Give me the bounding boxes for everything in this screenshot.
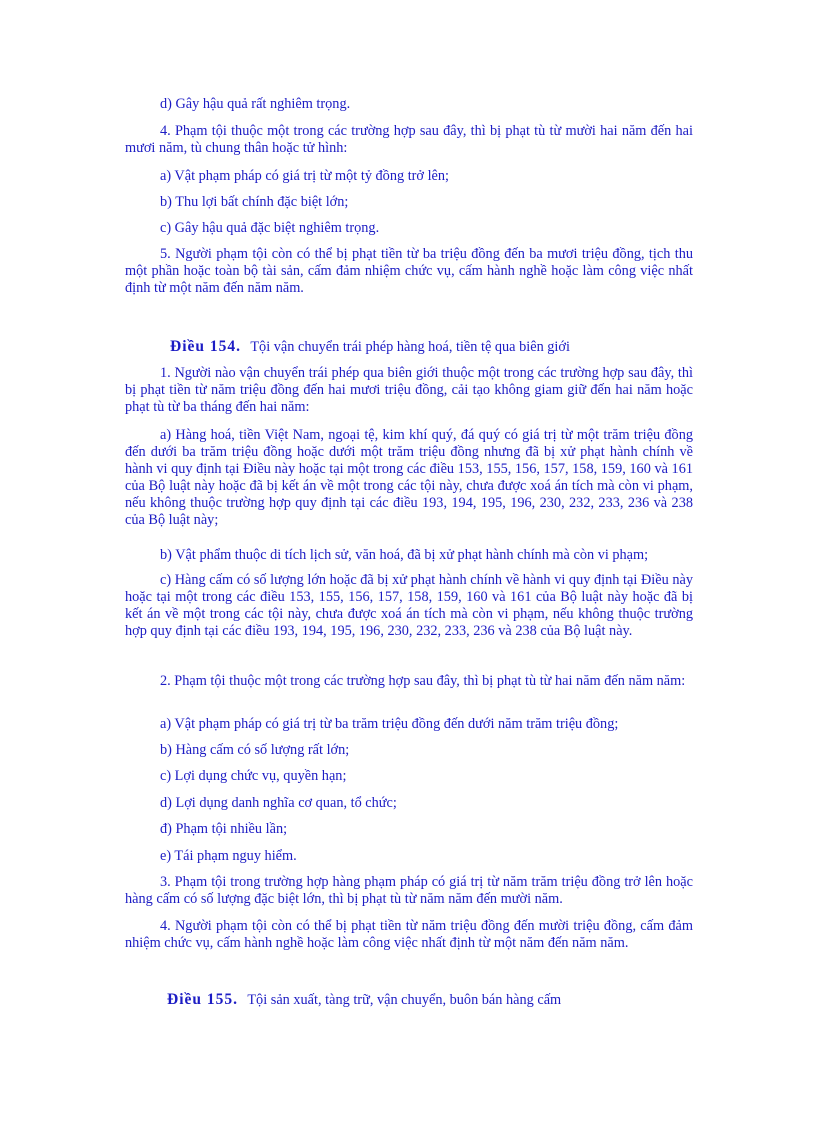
article-154-paragraph-2b: b) Hàng cấm có số lượng rất lớn; [160,742,350,758]
paragraph-top-4b: b) Thu lợi bất chính đặc biệt lớn; [160,194,349,210]
paragraph-top-4c: c) Gây hậu quả đặc biệt nghiêm trọng. [160,220,380,236]
article-154-number: Điều 154. [170,338,241,355]
article-154-paragraph-2: 2. Phạm tội thuộc một trong các trường hợp sau đây, thì bị phạt tù từ hai năm đến năm năm: [160,673,686,689]
article-154-paragraph-2d: d) Lợi dụng danh nghĩa cơ quan, tổ chức; [160,795,397,811]
article-154-heading [170,338,570,356]
article-154-paragraph-3: 3. Phạm tội trong trường hợp hàng phạm pháp có giá trị từ năm trăm triệu đồng trở lên hoặc hàng cấm có số lượng đặc biệt lớn, thì bị phạt tù từ năm năm đến mười năm. [125,874,693,907]
article-154-paragraph-4: 4. Người phạm tội còn có thể bị phạt tiền từ năm triệu đồng đến mười triệu đồng, cấm đảm nhiệm chức vụ, cấm hành nghề hoặc làm công việc nhất định từ một năm đến năm năm. [125,918,693,951]
article-155-heading [167,991,561,1009]
article-155-title: Tội sản xuất, tàng trữ, vận chuyển, buôn bán hàng cấm [247,992,562,1008]
article-154-paragraph-2a: a) Vật phạm pháp có giá trị từ ba trăm triệu đồng đến dưới năm trăm triệu đồng; [160,716,619,732]
article-154-title: Tội vận chuyển trái phép hàng hoá, tiền tệ qua biên giới [250,339,570,355]
paragraph-top-4: 4. Phạm tội thuộc một trong các trường hợp sau đây, thì bị phạt tù từ mười hai năm đến hai mươi năm, tù chung thân hoặc tử hình: [125,123,693,156]
article-154-paragraph-1a: a) Hàng hoá, tiền Việt Nam, ngoại tệ, kim khí quý, đá quý có giá trị từ một trăm triệu đồng đến dưới ba trăm triệu đồng hoặc dưới một trăm triệu đồng nhưng đã bị xử phạt hành chính về hành vi quy định tại Điều này hoặc tại một trong các điều 153, 155, 156, 157, 158, 159, 160 và 161 của Bộ luật này hoặc đã bị kết án về một trong các tội này, chưa được xoá án tích mà còn vi phạm, nếu không thuộc trường hợp quy định tại các điều 193, 194, 195, 196, 230, 232, 233, 236 và 238 của Bộ luật này; [125,427,693,528]
article-154-paragraph-1: 1. Người nào vận chuyển trái phép qua biên giới thuộc một trong các trường hợp sau đây, thì bị phạt tiền từ năm triệu đồng đến hai mươi triệu đồng, cải tạo không giam giữ đến hai năm hoặc phạt tù từ ba tháng đến hai năm: [125,365,693,415]
article-154-paragraph-2dd: đ) Phạm tội nhiều lần; [160,821,288,837]
article-154-paragraph-1c: c) Hàng cấm có số lượng lớn hoặc đã bị xử phạt hành chính về hành vi quy định tại Điều này hoặc tại một trong các điều 153, 155, 156, 157, 158, 159, 160 và 161 của Bộ luật này hoặc đã bị kết án về một trong các tội này, chưa được xoá án tích mà còn vi phạm, nếu không thuộc trường hợp quy định tại các điều 193, 194, 195, 196, 230, 232, 233, 236 và 238 của Bộ luật này. [125,572,693,639]
article-154-paragraph-2c: c) Lợi dụng chức vụ, quyền hạn; [160,768,347,784]
article-154-paragraph-1b: b) Vật phẩm thuộc di tích lịch sử, văn hoá, đã bị xử phạt hành chính mà còn vi phạm; [160,547,649,563]
paragraph-top-d: d) Gây hậu quả rất nghiêm trọng. [160,96,351,112]
article-154-paragraph-2e: e) Tái phạm nguy hiểm. [160,848,297,864]
paragraph-top-5: 5. Người phạm tội còn có thể bị phạt tiền từ ba triệu đồng đến ba mươi triệu đồng, tịch thu một phần hoặc toàn bộ tài sản, cấm đảm nhiệm chức vụ, cấm hành nghề hoặc làm công việc nhất định từ một năm đến năm năm. [125,246,693,296]
article-155-number: Điều 155. [167,991,238,1008]
paragraph-top-4a: a) Vật phạm pháp có giá trị từ một tỷ đồng trở lên; [160,168,450,184]
